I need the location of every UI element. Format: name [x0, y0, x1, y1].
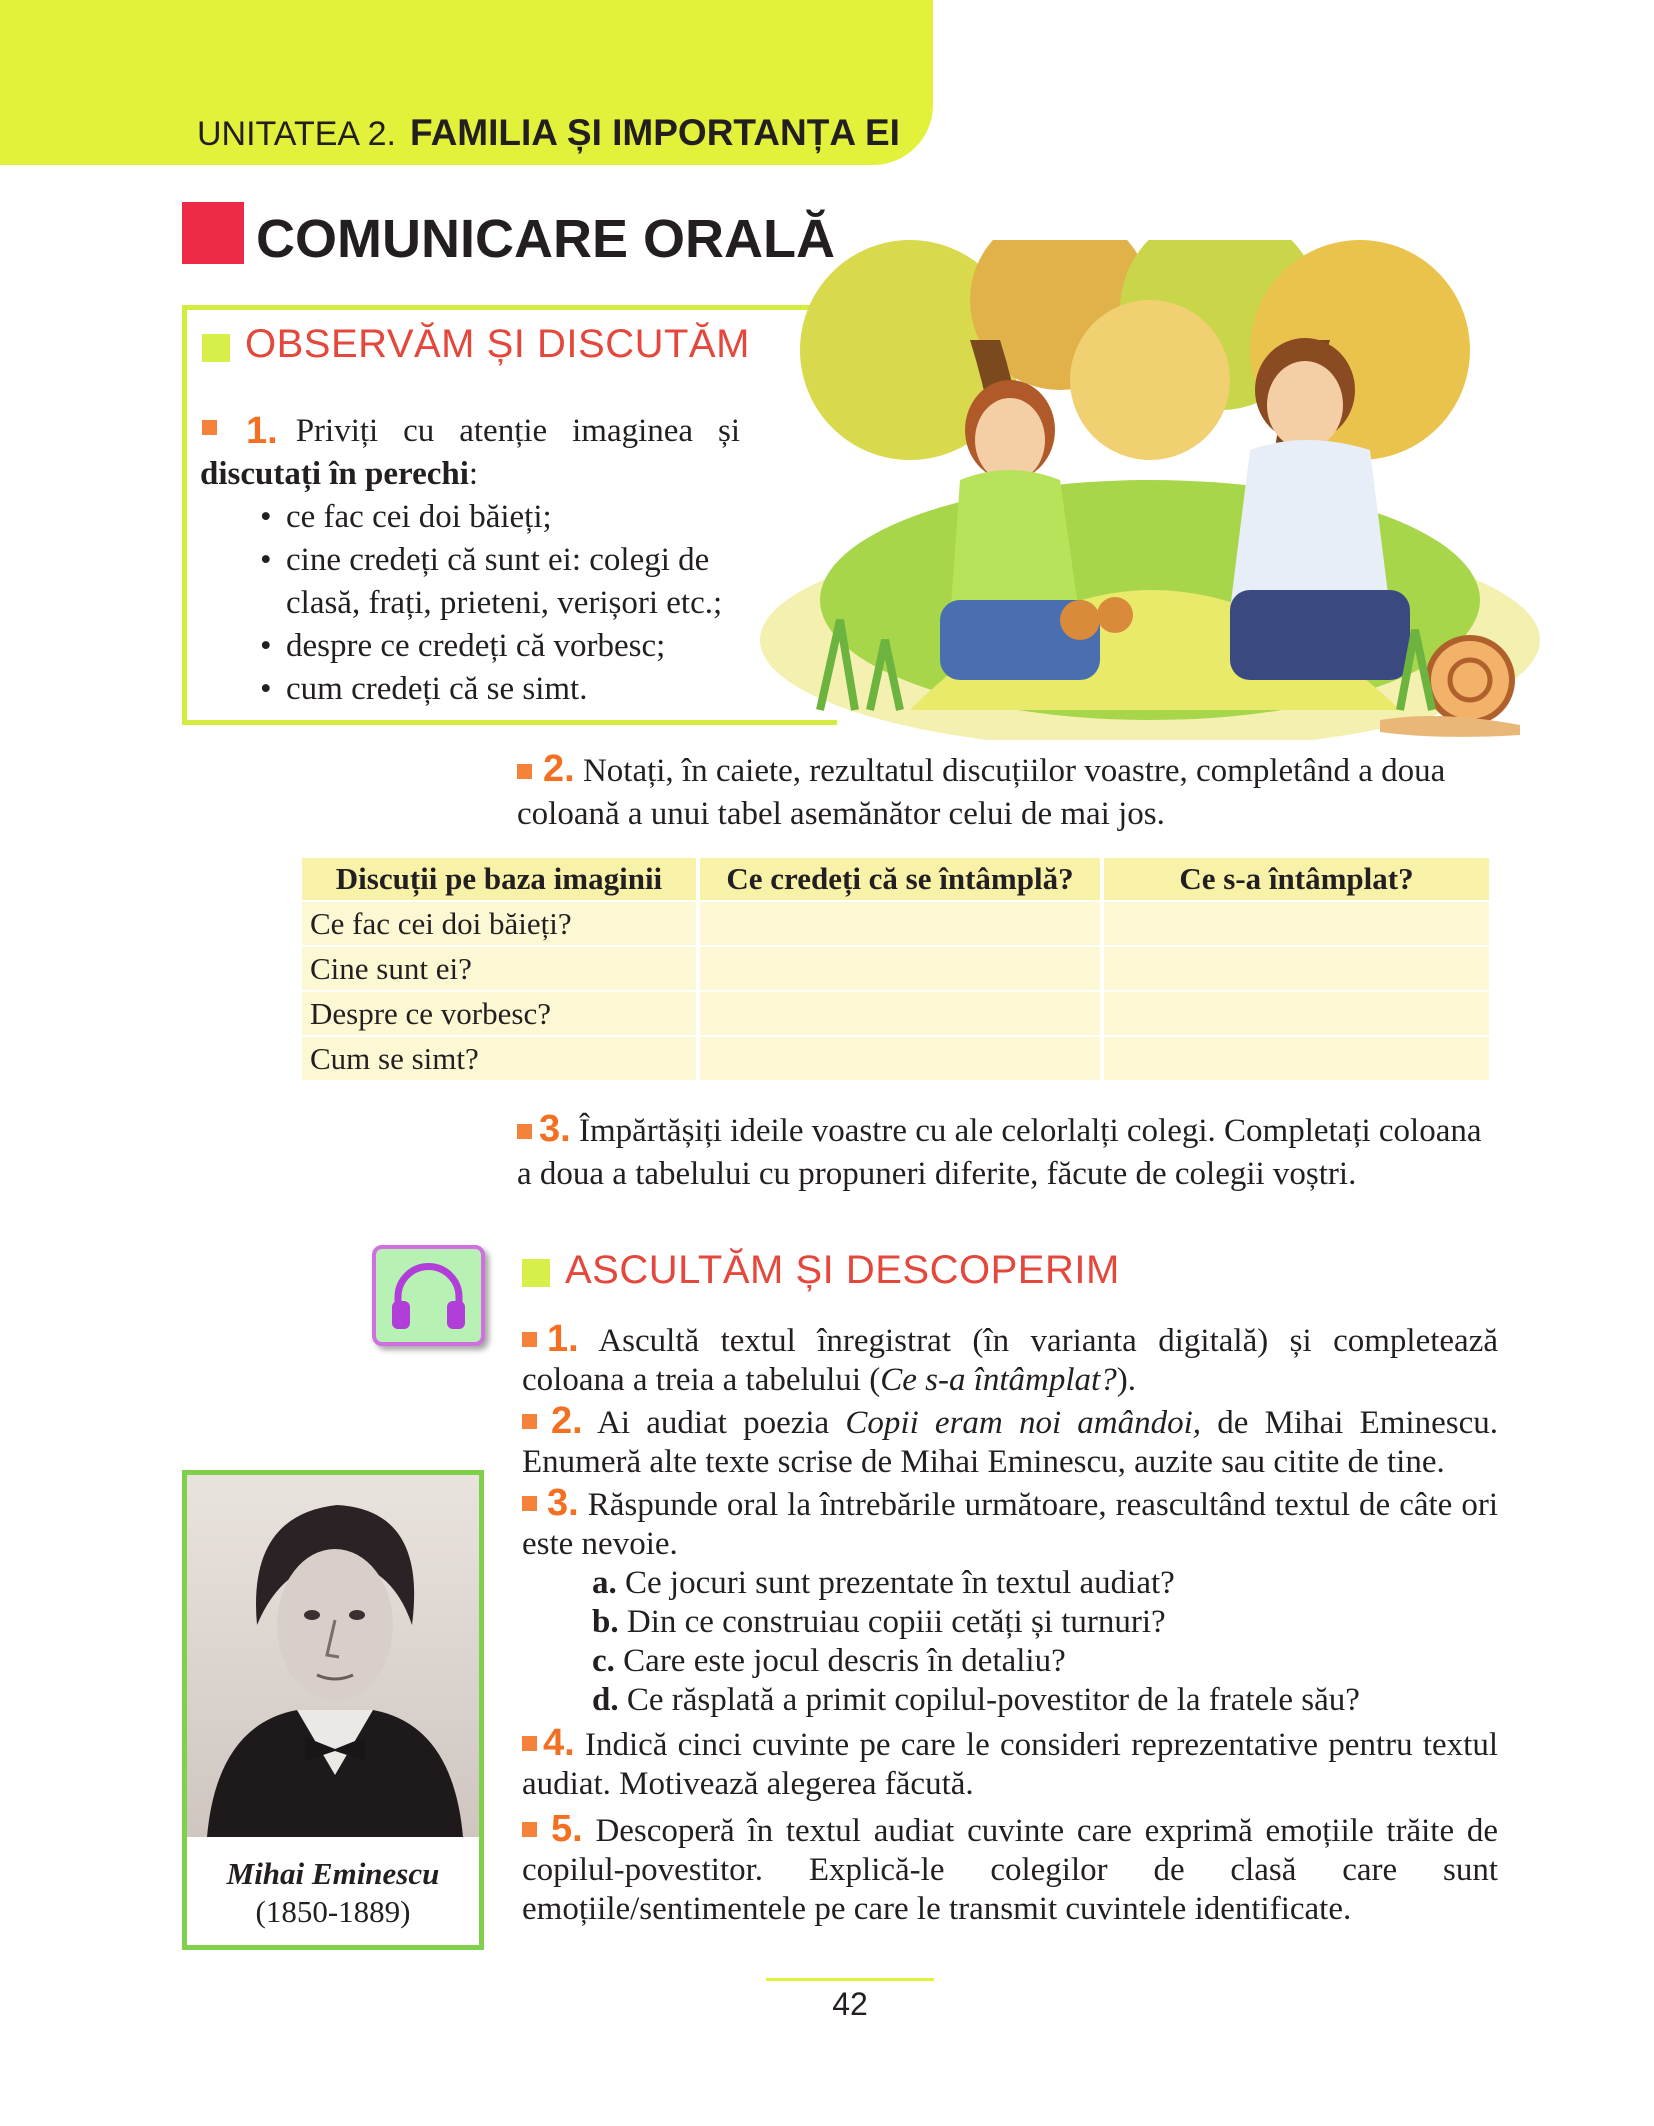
table-row	[302, 992, 1489, 1035]
observe-exercise-1	[200, 410, 740, 711]
observe-exercise-2	[517, 748, 1493, 836]
exercise-marker	[522, 1822, 537, 1837]
listen-exercise-3	[522, 1484, 1498, 1564]
exercise-text: Ascultă textul înregistrat (în varianta digitală) și completează coloana a treia a tabelului (	[522, 1323, 1498, 1398]
table-cell: Cine sunt ei?	[302, 947, 696, 990]
table-row	[302, 947, 1489, 990]
table-cell-empty	[1104, 947, 1489, 990]
table-row	[302, 1037, 1489, 1080]
footer-divider	[766, 1978, 934, 1981]
table-header-cell: Ce s-a întâmplat?	[1104, 858, 1489, 900]
exercise-text: Ai audiat poezia	[597, 1405, 846, 1441]
table-cell-empty	[700, 902, 1100, 945]
table-cell-empty	[700, 992, 1100, 1035]
audio-play-button[interactable]	[372, 1245, 485, 1346]
exercise-text: ).	[1116, 1362, 1136, 1398]
question-item	[592, 1681, 1498, 1720]
question-letter: c.	[592, 1643, 615, 1679]
table-cell-empty	[1104, 1037, 1489, 1080]
listen-exercise-2	[522, 1402, 1498, 1482]
question-text: Ce jocuri sunt prezentate în textul audiat?	[625, 1565, 1175, 1601]
question-text: Ce răsplată a primit copilul-povestitor de la fratele său?	[626, 1682, 1360, 1718]
portrait-name: Mihai Eminescu	[226, 1856, 440, 1891]
unit-header	[197, 112, 900, 154]
discussion-table	[298, 856, 1493, 1082]
exercise-number: 4.	[543, 1722, 575, 1764]
exercise-text: Răspunde oral la întrebările următoare, reascultând textul de câte ori este nevoie.	[522, 1487, 1498, 1562]
portrait-photo	[187, 1475, 479, 1837]
bullet-list	[258, 496, 728, 711]
exercise-marker	[522, 1736, 537, 1751]
section-title: COMUNICARE ORALĂ	[256, 209, 835, 269]
table-cell-empty	[700, 947, 1100, 990]
section-marker	[182, 202, 244, 264]
bullet-item: • cum credeți că se simt.	[258, 668, 728, 711]
portrait-years: (1850-1889)	[255, 1894, 411, 1929]
table-header-cell: Ce credeți că se întâmplă?	[700, 858, 1100, 900]
exercise-number: 2.	[551, 1400, 583, 1442]
headphones-icon	[376, 1249, 481, 1342]
bullet-item: • ce fac cei doi băieți;	[258, 496, 728, 539]
unit-title: FAMILIA ȘI IMPORTANȚA EI	[410, 112, 900, 153]
portrait-caption	[187, 1855, 479, 1931]
listen-exercises	[522, 1320, 1498, 1929]
listen-exercise-1	[522, 1320, 1498, 1400]
exercise-text: Împărtășiți ideile voastre cu ale celorlalți colegi. Completați coloana a doua a tabelului cu propuneri diferite, făcute de colegii voștri.	[517, 1113, 1482, 1192]
exercise-marker	[522, 1332, 537, 1347]
exercise-number: 2.	[543, 748, 575, 790]
observe-exercise-3	[517, 1108, 1493, 1196]
exercise-number: 1.	[547, 1318, 579, 1360]
table-cell: Cum se simt?	[302, 1037, 696, 1080]
exercise-text: Indică cinci cuvinte pe care le consideri reprezentative pentru textul audiat. Motivează alegerea făcută.	[522, 1727, 1498, 1802]
bullet-item: • cine credeți că sunt ei: colegi de clasă, frați, prieteni, verișori etc.;	[258, 539, 728, 625]
exercise-text: de Mihai Eminescu. Enumeră alte texte scrise de Mihai Eminescu, auzite sau citite de tine.	[522, 1405, 1498, 1480]
question-letter: d.	[592, 1682, 619, 1718]
table-cell-empty	[700, 1037, 1100, 1080]
page-number: 42	[832, 1986, 868, 2022]
exercise-number: 1.	[246, 410, 278, 452]
unit-prefix: UNITATEA 2.	[197, 115, 397, 153]
exercise-text: Notați, în caiete, rezultatul discuțiilor voastre, completând a doua coloană a unui tabel asemănător celui de mai jos.	[517, 753, 1446, 832]
colon: :	[468, 456, 479, 492]
exercise-italic: Copii eram noi amândoi,	[845, 1405, 1202, 1441]
exercise-marker	[522, 1496, 537, 1511]
exercise-number: 3.	[547, 1482, 579, 1524]
table-header-row	[302, 858, 1489, 900]
question-list	[522, 1564, 1498, 1720]
table-cell: Ce fac cei doi băieți?	[302, 902, 696, 945]
table-cell: Despre ce vorbesc?	[302, 992, 696, 1035]
observe-heading: OBSERVĂM ȘI DISCUTĂM	[245, 322, 750, 366]
listen-exercise-4	[522, 1724, 1498, 1804]
exercise-number: 5.	[551, 1808, 583, 1850]
question-item	[592, 1642, 1498, 1681]
bullet-item: • despre ce credeți că vorbesc;	[258, 625, 728, 668]
question-item	[592, 1603, 1498, 1642]
exercise-bold-text: discutați în perechi	[200, 456, 469, 492]
question-item	[592, 1564, 1498, 1603]
question-text: Din ce construiau copiii cetăți și turnuri?	[626, 1604, 1166, 1640]
table-header-cell: Discuții pe baza imaginii	[302, 858, 696, 900]
heading-marker	[522, 1259, 550, 1287]
listen-heading: ASCULTĂM ȘI DESCOPERIM	[565, 1248, 1120, 1292]
listen-exercise-5	[522, 1810, 1498, 1929]
heading-marker	[202, 334, 230, 362]
question-letter: a.	[592, 1565, 617, 1601]
question-letter: b.	[592, 1604, 619, 1640]
exercise-italic: Ce s-a întâmplat?	[880, 1362, 1117, 1398]
question-text: Care este jocul descris în detaliu?	[623, 1643, 1066, 1679]
portrait-card	[182, 1470, 484, 1950]
table-cell-empty	[1104, 992, 1489, 1035]
exercise-text: Priviți cu atenție imaginea și	[295, 413, 740, 449]
exercise-text: Descoperă în textul audiat cuvinte care exprimă emoțiile trăite de copilul-povestitor. Explică-le colegilor de clasă care sunt emoțiile/sentimentele pe care le transmit cuvintele identificate.	[522, 1813, 1498, 1927]
children-with-snails-illustration	[760, 240, 1540, 740]
table-cell-empty	[1104, 902, 1489, 945]
exercise-marker	[522, 1414, 537, 1429]
exercise-number: 3.	[539, 1108, 571, 1150]
table-row	[302, 902, 1489, 945]
